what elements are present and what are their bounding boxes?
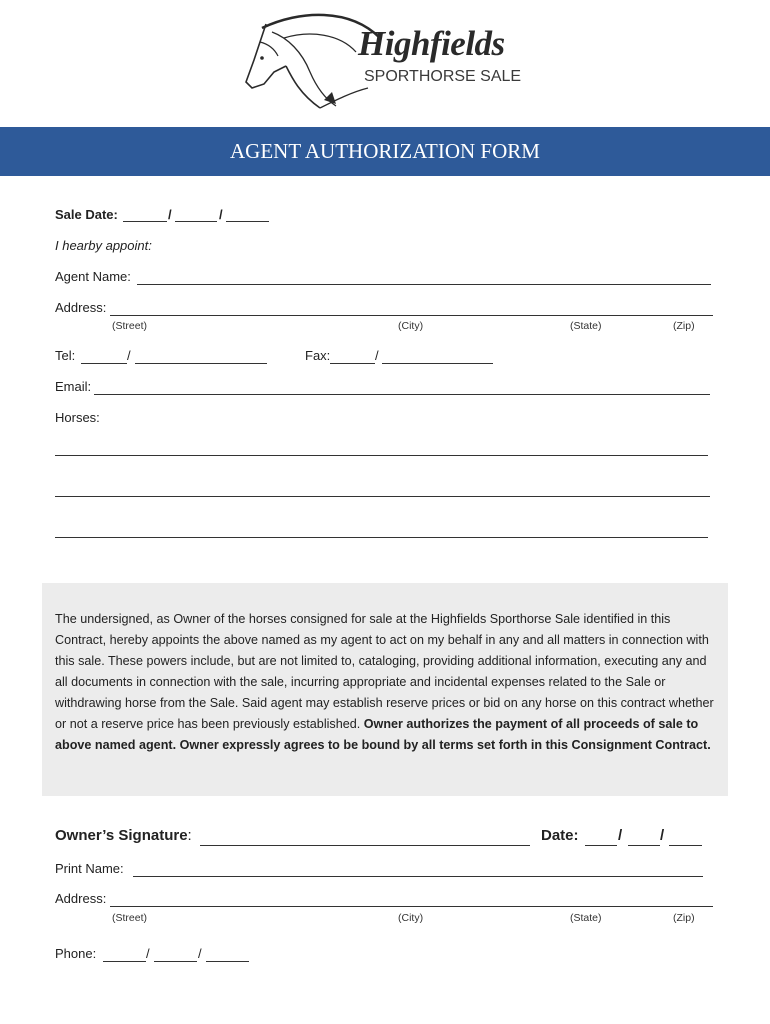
notice-text <box>55 609 720 756</box>
owner-date-year-field[interactable] <box>669 845 702 846</box>
tel-number-field[interactable] <box>135 363 267 364</box>
phone-area-field[interactable] <box>103 961 146 962</box>
horses-line-3[interactable] <box>55 537 708 538</box>
street-caption: (Street) <box>112 912 148 924</box>
owner-signature-text: Owner’s Signature <box>55 827 188 844</box>
appoint-text: I hearby appoint: <box>55 238 152 253</box>
agent-address-label: Address: <box>55 300 107 315</box>
state-caption: (State) <box>570 320 602 332</box>
notice-body: The undersigned, as Owner of the horses consigned for sale at the Highfields Sporthorse Sale identified in this Contract, hereby appoints the above named as my agent to act on my behalf in any and all matters in connection with this sale. These powers include, but are not limited to, cataloging, providing additional information, executing any and all documents in connection with the sale, incurring appropriate and incidental expenses related to the Sale or withdrawing horse from the Sale. Said agent may establish reserve prices or bid on any horse on this contract whether or not a reserve price has been previously established. <box>55 612 714 731</box>
agent-address-field[interactable] <box>110 315 713 316</box>
sale-date-day-field[interactable] <box>175 221 217 222</box>
notice-bold-clause: Owner authorizes the payment of all proceeds of sale to above named agent. Owner expressly agrees to be bound by all terms set forth in this Consignment Contract. <box>55 717 711 752</box>
tel-separator: / <box>127 348 131 363</box>
horses-label: Horses: <box>55 410 100 425</box>
agent-name-field[interactable] <box>137 284 711 285</box>
city-caption: (City) <box>398 912 424 924</box>
phone-separator: / <box>146 946 150 961</box>
sale-date-month-field[interactable] <box>123 221 167 222</box>
date-separator: / <box>618 827 623 844</box>
phone-separator: / <box>198 946 202 961</box>
date-separator: / <box>219 207 223 222</box>
agent-name-label: Agent Name: <box>55 269 131 284</box>
zip-caption: (Zip) <box>673 912 695 924</box>
title-banner <box>0 127 770 176</box>
date-separator: / <box>168 207 172 222</box>
brand-name: Highfields <box>358 24 505 63</box>
form-title: AGENT AUTHORIZATION FORM <box>230 139 540 163</box>
date-separator: / <box>660 827 665 844</box>
sale-date-label: Sale Date: <box>55 207 118 222</box>
brand-subtitle: SPORTHORSE SALE <box>364 68 522 85</box>
owner-signature-label <box>55 827 192 844</box>
fax-number-field[interactable] <box>382 363 493 364</box>
owner-address-label: Address: <box>55 891 107 906</box>
print-name-label: Print Name: <box>55 861 124 876</box>
authorization-notice <box>42 583 728 796</box>
owner-date-month-field[interactable] <box>585 845 617 846</box>
tel-area-field[interactable] <box>81 363 127 364</box>
fax-label: Fax: <box>305 348 331 363</box>
phone-label: Phone: <box>55 946 97 961</box>
city-caption: (City) <box>398 320 424 332</box>
phone-prefix-field[interactable] <box>154 961 197 962</box>
zip-caption: (Zip) <box>673 320 695 332</box>
fax-area-field[interactable] <box>330 363 375 364</box>
horses-line-1[interactable] <box>55 455 708 456</box>
phone-line-field[interactable] <box>206 961 249 962</box>
fax-separator: / <box>375 348 379 363</box>
street-caption: (Street) <box>112 320 148 332</box>
tel-label: Tel: <box>55 348 76 363</box>
brand-logo <box>240 8 530 116</box>
email-field[interactable] <box>94 394 710 395</box>
owner-date-day-field[interactable] <box>628 845 660 846</box>
email-label: Email: <box>55 379 92 394</box>
state-caption: (State) <box>570 912 602 924</box>
owner-signature-field[interactable] <box>200 845 530 846</box>
owner-address-field[interactable] <box>110 906 713 907</box>
owner-signature-colon: : <box>187 827 192 844</box>
owner-date-label: Date: <box>541 827 579 844</box>
horses-line-2[interactable] <box>55 496 710 497</box>
print-name-field[interactable] <box>133 876 703 877</box>
sale-date-year-field[interactable] <box>226 221 269 222</box>
